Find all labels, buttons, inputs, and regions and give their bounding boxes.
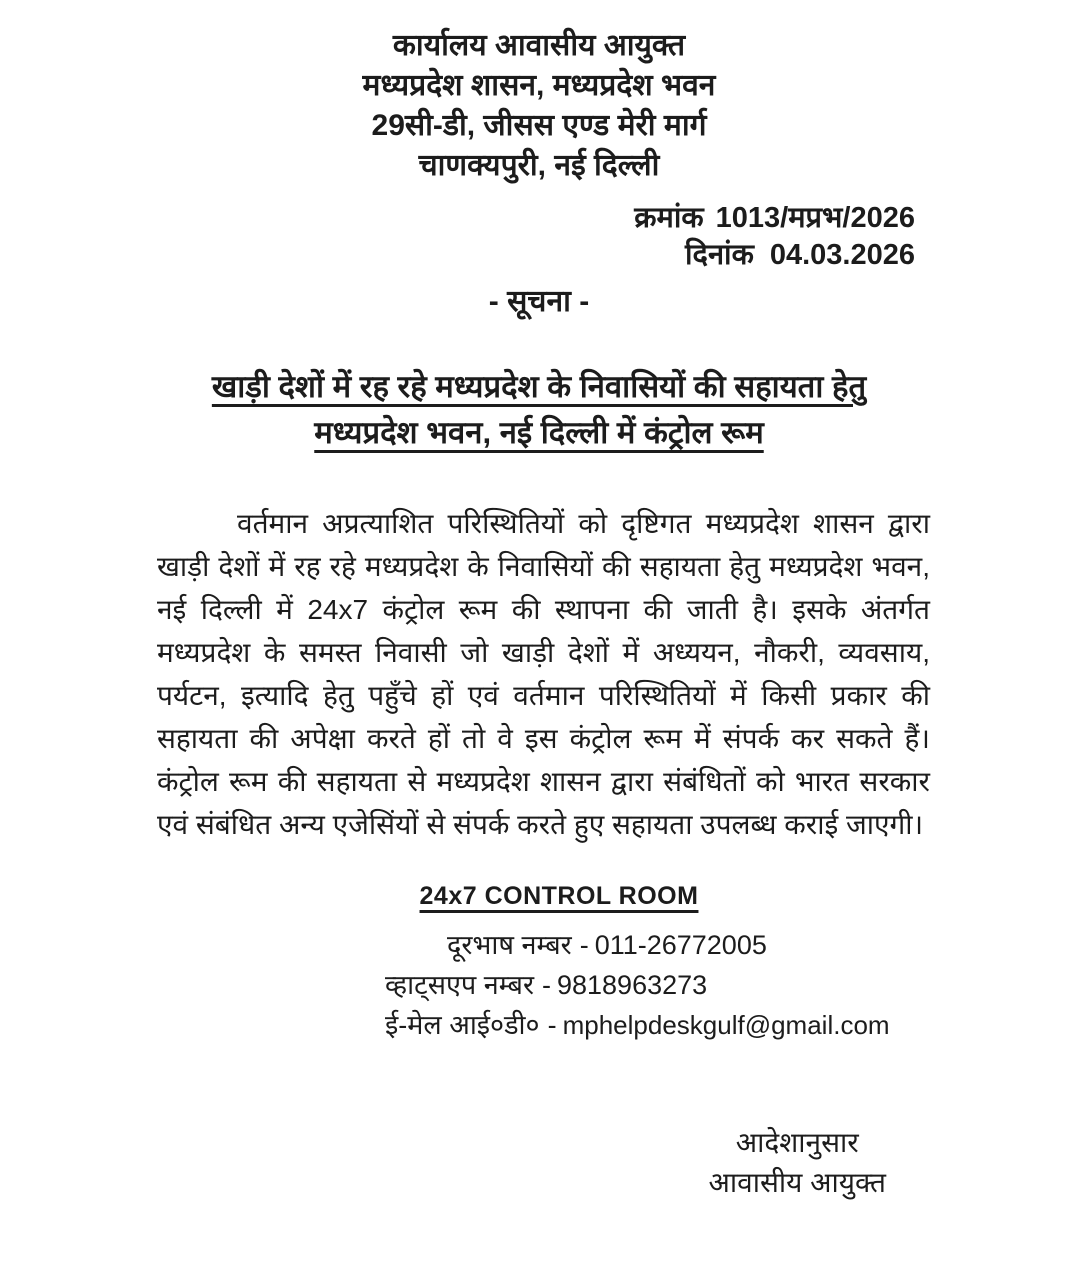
signature-block <box>709 1123 886 1203</box>
contact-phone-separator: - <box>579 930 589 960</box>
signature-designation: आवासीय आयुक्त <box>708 1167 886 1198</box>
subject-line-1: खाड़ी देशों में रह रहे मध्यप्रदेश के निवासियों की सहायता हेतु <box>211 369 867 404</box>
contact-email-row <box>385 1005 1078 1045</box>
contact-phone-label: दूरभाष नम्बर <box>447 930 572 960</box>
contact-email-label: ई-मेल आई०डी० <box>385 1010 540 1040</box>
notice-heading: - सूचना - <box>488 285 590 318</box>
body-paragraph: वर्तमान अप्रत्याशित परिस्थितियों को दृष्टिगत मध्यप्रदेश शासन द्वारा खाड़ी देशों में रह रहे मध्यप्रदेश के निवासियों की सहायता हेतु मध्यप्रदेश भवन, नई दिल्ली में 24x7 कंट्रोल रूम की स्थापना की जाती है। इसके अंतर्गत मध्यप्रदेश के समस्त निवासी जो खाड़ी देशों में अध्ययन, नौकरी, व्यवसाय, पर्यटन, इत्यादि हेतु पहुँचे हों एवं वर्तमान परिस्थितियों में किसी प्रकार की सहायता की अपेक्षा करते हों तो वे इस कंट्रोल रूम में संपर्क कर सकते हैं। कंट्रोल रूम की सहायता से मध्यप्रदेश शासन द्वारा संबंधितों को भारत सरकार एवं संबंधित अन्य एजेसिंयों से संपर्क करते हुए सहायता उपलब्ध कराई जाएगी। <box>157 508 930 840</box>
reference-number-value: 1013/मप्रभ/2026 <box>715 202 915 234</box>
contact-whatsapp-separator: - <box>541 970 551 1000</box>
contact-email-separator: - <box>547 1010 557 1040</box>
reference-number-row <box>0 200 915 237</box>
letterhead-office-name: कार्यालय आवासीय आयुक्त <box>392 29 686 62</box>
letterhead-government-name: मध्यप्रदेश शासन, मध्यप्रदेश भवन <box>362 69 716 102</box>
signature-by-order: आदेशानुसार <box>735 1127 859 1158</box>
contact-whatsapp-row <box>385 965 1078 1005</box>
control-room-section <box>0 882 1078 1045</box>
contact-phone-row <box>385 925 1078 965</box>
reference-date-row <box>0 237 915 274</box>
letterhead-address-line: 29सी-डी, जीसस एण्ड मेरी मार्ग <box>371 109 707 142</box>
letterhead <box>0 0 1078 186</box>
reference-number-label: क्रमांक <box>634 202 704 234</box>
letterhead-city-line: चाणक्यपुरी, नई दिल्ली <box>418 149 660 182</box>
contact-phone-value: 011-26772005 <box>594 930 767 960</box>
reference-date-label: दिनांक <box>685 239 754 271</box>
reference-date-value: 04.03.2026 <box>769 239 915 271</box>
control-room-contact-list <box>385 925 1078 1045</box>
contact-whatsapp-label: व्हाट्सएप नम्बर <box>385 970 534 1000</box>
subject-title <box>0 364 1078 456</box>
subject-line-2: मध्यप्रदेश भवन, नई दिल्ली में कंट्रोल रूम <box>314 415 764 450</box>
contact-email-value: mphelpdeskgulf@gmail.com <box>562 1010 890 1040</box>
reference-block <box>0 200 1078 274</box>
contact-whatsapp-value: 9818963273 <box>556 970 708 1000</box>
control-room-heading: 24x7 CONTROL ROOM <box>419 882 699 910</box>
